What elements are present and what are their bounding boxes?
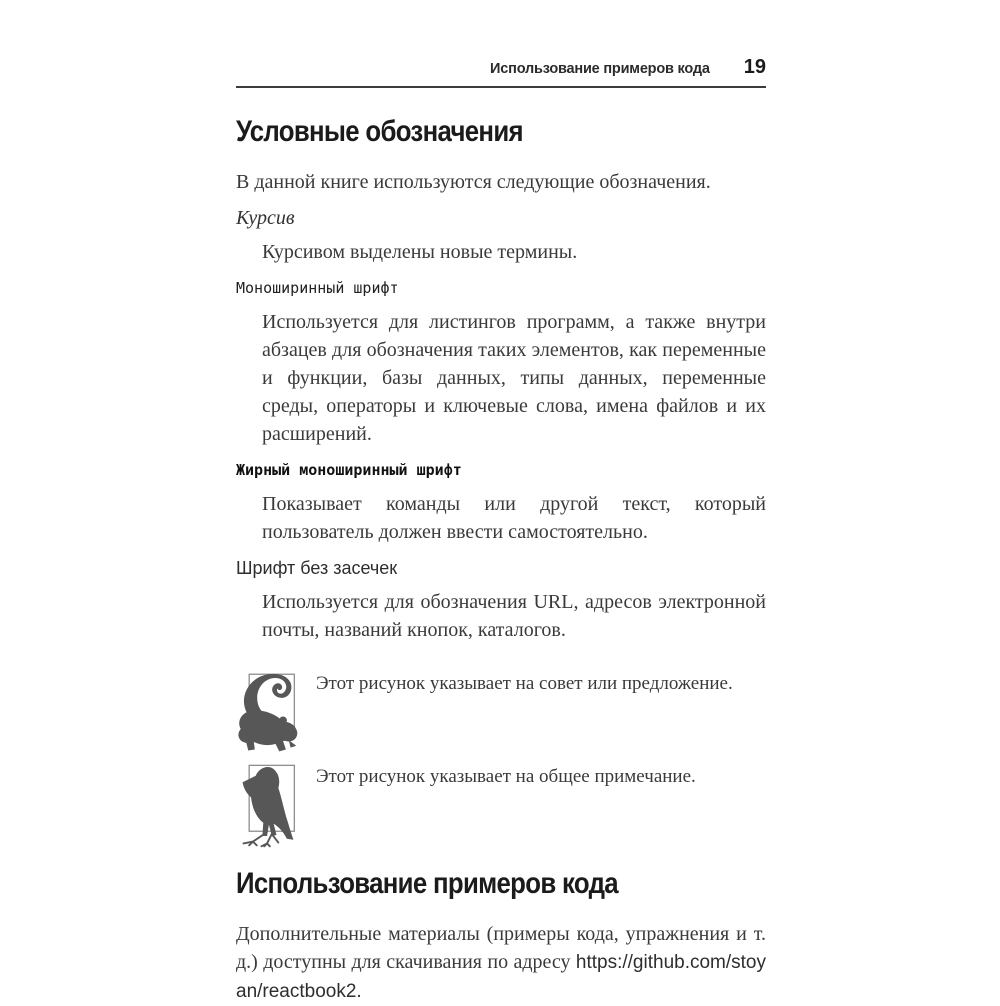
tip-callout	[236, 666, 766, 759]
note-text: Этот рисунок указывает на общее примечание.	[316, 766, 696, 787]
running-header	[236, 56, 766, 88]
term-definition: Курсивом выделены новые термины.	[262, 241, 578, 263]
running-title: Использование примеров кода	[490, 61, 710, 77]
tip-text: Этот рисунок указывает на совет или предложение.	[316, 673, 733, 694]
sentence-period: .	[356, 981, 362, 1002]
term-label-monospace: Моноширинный шрифт	[236, 279, 399, 297]
term-label-italic: Курсив	[236, 207, 295, 229]
conventions-heading: Условные обозначения	[236, 115, 523, 148]
squirrel-tip-icon	[236, 666, 316, 754]
page-number: 19	[743, 56, 766, 78]
term-definition: Используется для листингов программ, а также внутри абзацев для обозначения таких элементов, как переменные и функции, базы данных, типы данных, переменные среды, операторы и ключевые слова, имена файлов и их расширений.	[262, 311, 766, 445]
term-label-monospace-bold: Жирный моноширинный шрифт	[236, 461, 462, 479]
term-definition: Используется для обозначения URL, адресов электронной почты, названий кнопок, каталогов.	[262, 591, 766, 641]
code-examples-heading: Использование примеров кода	[236, 867, 618, 900]
code-examples-text: Дополнительные материалы (примеры кода, упражнения и т. д.) доступны для скачивания по адресу	[236, 923, 766, 973]
book-page	[236, 0, 766, 1006]
conventions-intro: В данной книге используются следующие обозначения.	[236, 171, 711, 193]
term-definition: Показывает команды или другой текст, который пользователь должен ввести самостоятельно.	[262, 493, 766, 543]
note-callout	[236, 759, 766, 852]
github-url: https://github.com/stoyan/reactbook2	[236, 952, 766, 1002]
term-label-sans-serif: Шрифт без засечек	[236, 558, 398, 578]
crow-note-icon	[236, 759, 316, 847]
code-examples-paragraph	[236, 920, 766, 1006]
